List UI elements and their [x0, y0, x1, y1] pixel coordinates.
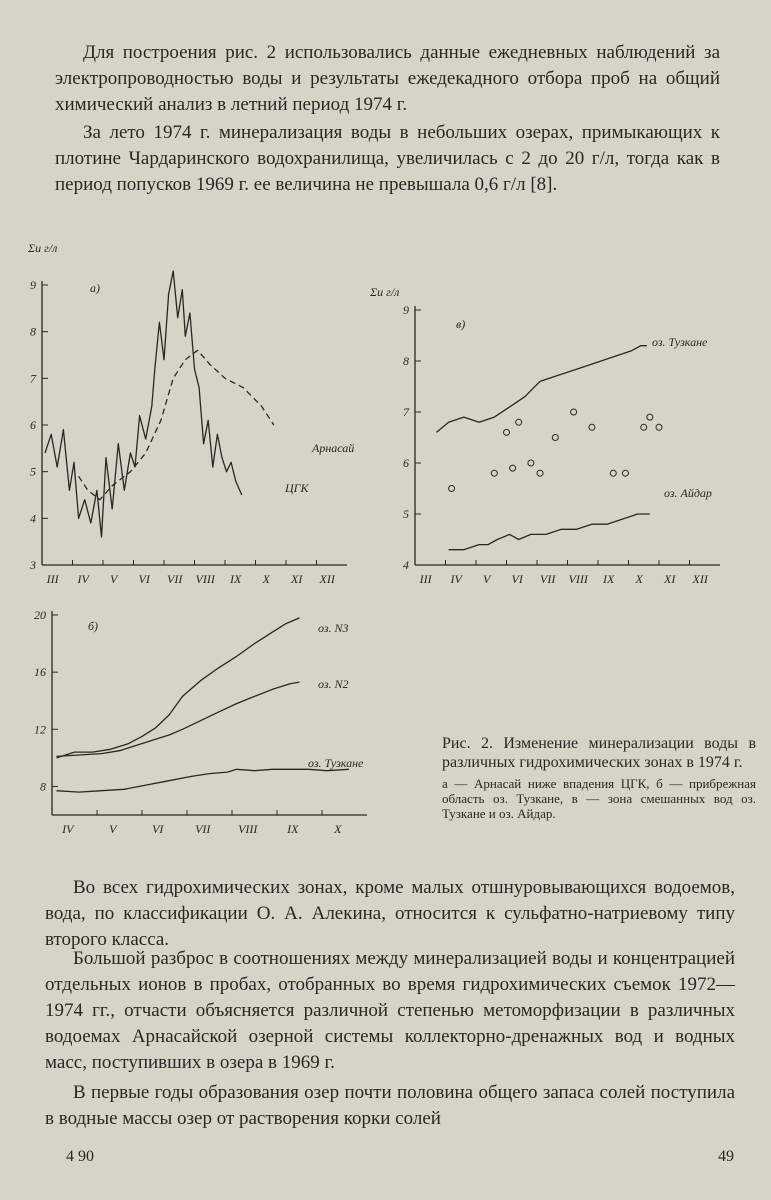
y-axis-label: Σи г/л: [370, 285, 400, 299]
panel-label: а): [90, 281, 100, 295]
data-point: [510, 465, 516, 471]
y-tick-label: 8: [40, 779, 46, 794]
data-point: [589, 424, 595, 430]
x-tick-label: VI: [152, 822, 164, 836]
data-point: [622, 470, 628, 476]
x-tick-label: IV: [77, 572, 89, 586]
x-tick-label: III: [46, 572, 59, 586]
x-tick-label: IV: [62, 822, 74, 836]
x-tick-label: VII: [540, 572, 556, 586]
x-tick-label: XI: [664, 572, 676, 586]
y-tick-label: 16: [34, 665, 46, 680]
x-tick-label: IX: [603, 572, 615, 586]
x-tick-label: XII: [319, 572, 335, 586]
x-tick-label: V: [483, 572, 491, 586]
data-point: [641, 424, 647, 430]
x-tick-label: VII: [167, 572, 183, 586]
x-tick-label: VI: [511, 572, 523, 586]
x-tick-label: V: [109, 822, 117, 836]
x-tick-label: X: [635, 572, 643, 586]
series-line: [436, 346, 646, 433]
x-tick-label: IX: [287, 822, 299, 836]
series-line: [57, 769, 350, 792]
x-tick-label: IX: [230, 572, 242, 586]
data-point: [449, 486, 455, 492]
y-tick-label: 6: [403, 456, 409, 470]
y-tick-label: 4: [30, 511, 36, 526]
y-tick-label: 5: [403, 507, 409, 521]
footer-signature: 4 90: [66, 1148, 94, 1165]
data-point: [537, 470, 543, 476]
x-tick-label: XII: [692, 572, 708, 586]
x-tick-label: X: [334, 822, 342, 836]
data-point: [656, 424, 662, 430]
y-tick-label: 8: [403, 354, 409, 368]
panel-label: в): [456, 317, 466, 331]
series-label: оз. Тузкане: [308, 756, 364, 770]
series-line: [45, 271, 242, 537]
series-label: Арнасай: [312, 441, 355, 455]
y-tick-label: 9: [403, 303, 409, 317]
data-point: [504, 429, 510, 435]
x-tick-label: VIII: [568, 572, 588, 586]
series-label: оз. N2: [318, 677, 349, 691]
x-tick-label: XI: [291, 572, 303, 586]
x-tick-label: VIII: [238, 822, 258, 836]
y-tick-label: 8: [30, 324, 36, 339]
data-point: [610, 470, 616, 476]
y-tick-label: 7: [30, 371, 36, 386]
x-tick-label: VIII: [195, 572, 215, 586]
paragraph-3: Во всех гидрохимических зонах, кроме малых отшнуровывающихся водоемов, вода, по классификации О. А. Алекина, относится к сульфатно-натриевому типу второго класса.: [45, 877, 735, 950]
y-tick-label: 6: [30, 418, 36, 432]
y-axis-label: Σи г/л: [28, 241, 58, 255]
series-line: [57, 618, 300, 758]
x-tick-label: X: [262, 572, 270, 586]
panel-a-chart: [27, 241, 354, 586]
data-point: [647, 414, 653, 420]
y-tick-label: 20: [34, 608, 46, 622]
series-label: ЦГК: [285, 481, 309, 495]
x-tick-label: V: [110, 572, 118, 586]
panel-label: б): [88, 619, 99, 633]
series-line: [57, 682, 300, 756]
data-point: [516, 419, 522, 425]
caption-title: Рис. 2. Изменение минерализации воды в различных гидрохимических зонах в 1974 г.: [442, 735, 756, 771]
x-tick-label: VI: [138, 572, 150, 586]
x-tick-label: III: [419, 572, 432, 586]
page-number: 49: [718, 1148, 734, 1165]
y-tick-label: 4: [403, 558, 409, 572]
x-tick-label: VII: [195, 822, 211, 836]
y-tick-label: 7: [403, 405, 409, 419]
data-point: [528, 460, 534, 466]
caption-text: а — Арнасай ниже впадения ЦГК, б — прибрежная область оз. Тузкане, в — зона смешанных вод оз. Тузкане и оз. Айдар.: [442, 776, 756, 821]
y-tick-label: 12: [34, 722, 46, 737]
x-tick-label: IV: [450, 572, 462, 586]
y-tick-label: 9: [30, 278, 36, 292]
y-tick-label: 5: [30, 464, 36, 479]
data-point: [571, 409, 577, 415]
panel-b-chart: [34, 608, 367, 836]
paragraph-1: Для построения рис. 2 использовались данные ежедневных наблюдений за электропроводностью воды и результаты ежедекадного отбора проб на общий химический анализ в летний период 1974 г.: [55, 42, 720, 115]
series-label: оз. Айдар: [664, 486, 712, 500]
data-point: [491, 470, 497, 476]
panel-v-chart: [369, 285, 720, 586]
paragraph-4: Большой разброс в соотношениях между минерализацией воды и концентрацией отдельных ионов в пробах, отобранных во время гидрохимических съемок 1972—1974 гг., отчасти объясняется различной степенью метоморфизации в различных водоемах Арнасайской озерной системы коллекторно-дренажных вод и водных масс, поступивших в озера в 1969 г.: [45, 948, 735, 1073]
series-label: оз. Тузкане: [652, 335, 708, 349]
series-label: оз. N3: [318, 621, 349, 635]
paragraph-2: За лето 1974 г. минерализация воды в небольших озерах, примыкающих к плотине Чардаринского водохранилища, увеличилась с 2 до 20 г/л, тогда как в период попусков 1969 г. ее величина не превышала 0,6 г/л [8].: [55, 122, 720, 195]
y-tick-label: 3: [30, 558, 36, 572]
series-line: [449, 514, 650, 550]
data-point: [552, 435, 558, 441]
figure-caption: [442, 734, 756, 821]
paragraph-5: В первые годы образования озер почти половина общего запаса солей поступила в водные массы озер от растворения корки солей: [45, 1082, 735, 1129]
